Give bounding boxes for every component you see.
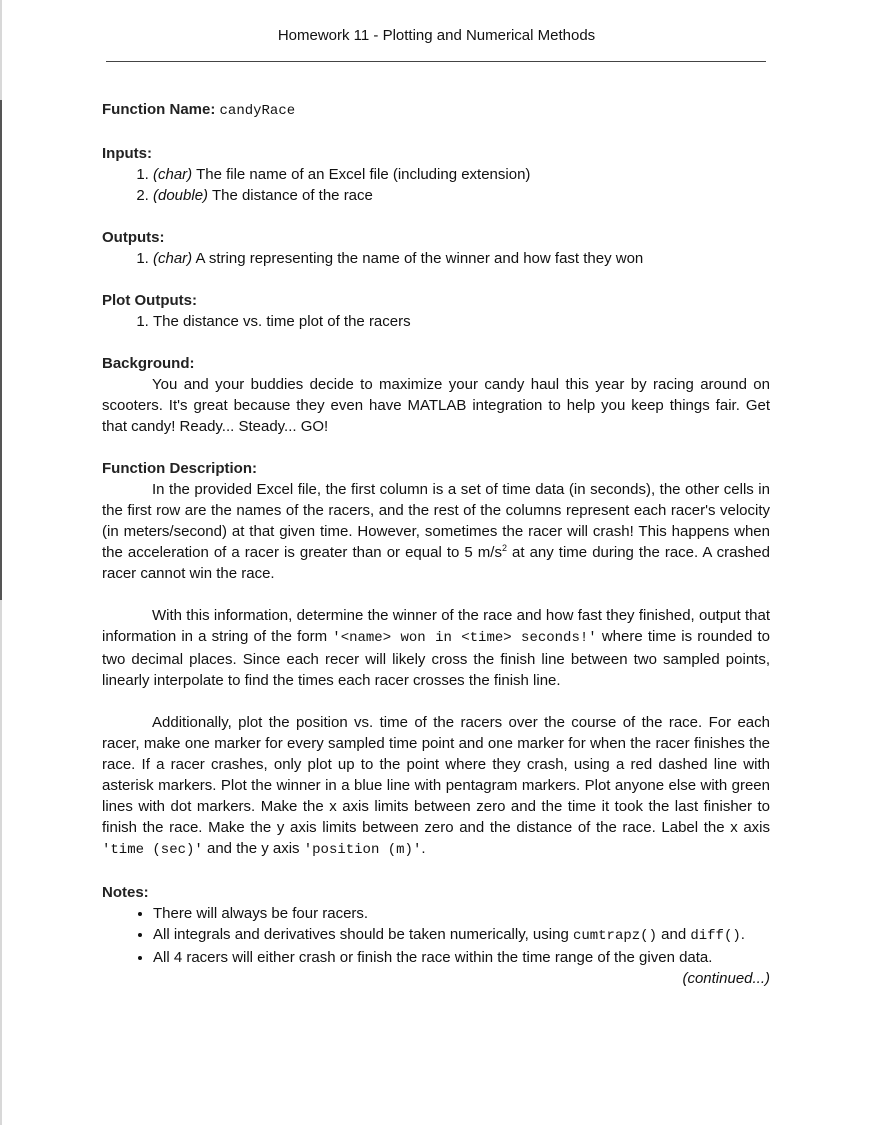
function-name-label: Function Name: <box>102 101 216 118</box>
function-description-section <box>102 458 770 861</box>
function-name-section <box>102 99 770 122</box>
inputs-list <box>102 164 770 206</box>
page-edge <box>0 600 2 1125</box>
page-edge <box>0 0 2 100</box>
page-header: Homework 11 - Plotting and Numerical Methods <box>277 27 596 44</box>
outputs-list <box>102 248 770 269</box>
plot-outputs-heading: Plot Outputs: <box>102 292 197 309</box>
list-item: 1. The distance vs. time plot of the racers <box>153 311 770 332</box>
description-paragraph: Additionally, plot the position vs. time of the racers over the course of the race. For each racer, make one marker for every sampled time point and one marker for when the racer finishes the race. If a racer crashes, only plot up to the point where they crash, using a red dashed line with asterisk markers. Plot the winner in a blue line with pentagram markers. Plot anyone else with green lines with dot markers. Make the x axis limits between zero and the time it took the last finisher to finish the race. Make the y axis limits between zero and the distance of the race. Label the x axis 'time (sec)' and the y axis 'position (m)'. <box>102 714 770 858</box>
header-rule <box>106 61 766 62</box>
notes-section <box>102 882 770 989</box>
inputs-section <box>102 143 770 206</box>
list-item: 1. (char) A string representing the name of the winner and how fast they won <box>153 248 770 269</box>
list-item: • There will always be four racers. <box>153 903 770 924</box>
document-body <box>102 99 770 989</box>
outputs-section <box>102 227 770 269</box>
plot-outputs-list <box>102 311 770 332</box>
plot-outputs-section <box>102 290 770 332</box>
notes-list <box>102 903 770 968</box>
continued-note: (continued...) <box>682 970 770 987</box>
page-edge-shadow <box>0 100 2 600</box>
outputs-heading: Outputs: <box>102 229 165 246</box>
ylabel-code: 'position (m)' <box>303 842 422 858</box>
notes-heading: Notes: <box>102 884 149 901</box>
list-item: • All 4 racers will either crash or finish the race within the time range of the given data. <box>153 947 770 968</box>
function-description-heading: Function Description: <box>102 460 257 477</box>
xlabel-code: 'time (sec)' <box>102 842 203 858</box>
description-paragraph: With this information, determine the winner of the race and how fast they finished, output that information in a string of the form '<name> won in <time> seconds!' where time is rounded to two decimal places. Since each recer will likely cross the finish line between two sampled points, linearly interpolate to find the times each racer crosses the finish line. <box>102 607 770 689</box>
background-paragraph: You and your buddies decide to maximize your candy haul this year by racing around on scooters. It's great because they even have MATLAB integration to help you keep things fair. Get that candy! Ready... Steady... GO! <box>102 376 770 435</box>
function-name-value: candyRace <box>219 103 296 119</box>
list-item: 1. (char) The file name of an Excel file (including extension) <box>153 164 770 185</box>
background-heading: Background: <box>102 355 195 372</box>
inputs-heading: Inputs: <box>102 145 152 162</box>
list-item: • All integrals and derivatives should be taken numerically, using cumtrapz() and diff(). <box>153 924 770 947</box>
background-section <box>102 353 770 437</box>
list-item: 2. (double) The distance of the race <box>153 185 770 206</box>
description-paragraph: In the provided Excel file, the first column is a set of time data (in seconds), the other cells in the first row are the names of the racers, and the rest of the columns represent each racer's velocity (in meters/second) at that given time. However, sometimes the racer will crash! This happens when the acceleration of a racer is greater than or equal to 5 $m/s^2$ at any time during the race. A crashed racer cannot win the race. <box>102 481 770 582</box>
output-format-code: '<name> won in <time> seconds!' <box>332 630 597 646</box>
